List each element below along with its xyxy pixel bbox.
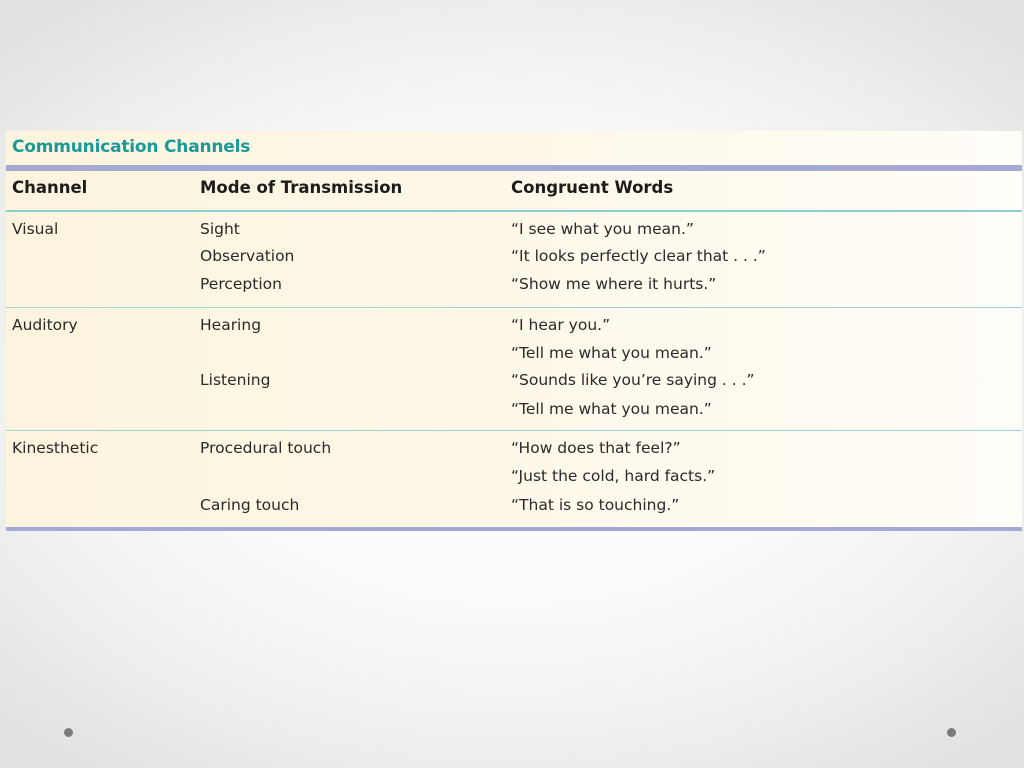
row-kinesthetic-mode-2: Caring touch (200, 496, 300, 514)
top-rule (6, 165, 1022, 171)
row-visual-mode-2: Observation (200, 247, 295, 265)
row-visual-mode-1: Sight (200, 220, 240, 238)
row-divider (6, 430, 1022, 431)
row-auditory-channel: Auditory (12, 316, 78, 334)
row-kinesthetic-words-3: “That is so touching.” (511, 496, 680, 514)
row-divider (6, 307, 1022, 308)
header-mode: Mode of Transmission (200, 178, 403, 197)
row-visual-words-2: “It looks perfectly clear that . . .” (511, 247, 766, 265)
row-kinesthetic-channel: Kinesthetic (12, 439, 99, 457)
header-words: Congruent Words (511, 178, 674, 197)
header-rule (6, 210, 1022, 212)
slide-decoration-dot (947, 728, 956, 737)
row-auditory-words-1: “I hear you.” (511, 316, 611, 334)
row-kinesthetic-words-1: “How does that feel?” (511, 439, 681, 457)
row-kinesthetic-mode-1: Procedural touch (200, 439, 332, 457)
slide-decoration-dot (64, 728, 73, 737)
row-auditory-words-2: “Tell me what you mean.” (511, 344, 712, 362)
row-kinesthetic-words-2: “Just the cold, hard facts.” (511, 467, 716, 485)
bottom-rule (6, 527, 1022, 531)
row-auditory-mode-2: Listening (200, 371, 271, 389)
table-title: Communication Channels (12, 137, 251, 157)
row-auditory-mode-1: Hearing (200, 316, 262, 334)
row-visual-mode-3: Perception (200, 275, 282, 293)
row-visual-channel: Visual (12, 220, 59, 238)
row-auditory-words-4: “Tell me what you mean.” (511, 400, 712, 418)
header-channel: Channel (12, 178, 88, 197)
row-visual-words-1: “I see what you mean.” (511, 220, 694, 238)
row-visual-words-3: “Show me where it hurts.” (511, 275, 717, 293)
communication-channels-table (6, 131, 1022, 531)
row-auditory-words-3: “Sounds like you’re saying . . .” (511, 371, 755, 389)
